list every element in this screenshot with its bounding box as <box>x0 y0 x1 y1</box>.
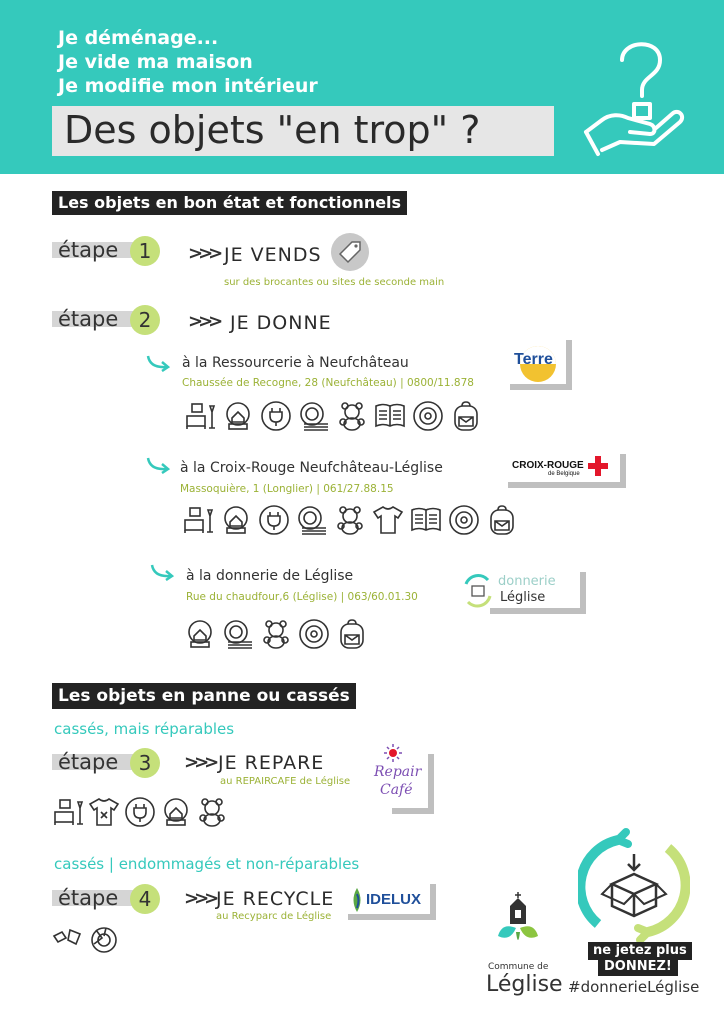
badge-line-1: ne jetez plus <box>588 942 692 960</box>
repairable-items <box>52 796 228 828</box>
idelux-leaf-icon <box>350 888 364 912</box>
etape-number: 3 <box>130 748 160 778</box>
etape-4-badge <box>52 884 164 912</box>
step4-subtitle: au Recyparc de Léglise <box>216 911 332 922</box>
broken-pieces-icon <box>52 922 84 954</box>
place-address-ressourcerie: Chaussée de Recogne, 28 (Neufchâteau) | 0800/11.878 <box>182 377 474 389</box>
etape-number: 2 <box>130 305 160 335</box>
furniture-icon <box>184 400 216 432</box>
accepted-items-ressourcerie <box>184 400 482 432</box>
croix-rouge-logo-text: CROIX-ROUGE <box>512 460 584 471</box>
etape-label: étape <box>58 307 119 331</box>
place-name-croix-rouge: à la Croix-Rouge Neufchâteau-Léglise <box>180 460 443 476</box>
step1-subtitle: sur des brocantes ou sites de seconde main <box>224 277 445 288</box>
book-icon <box>374 400 406 432</box>
donnerie-box-icon <box>462 574 494 608</box>
place-address-donnerie: Rue du chaudfour,6 (Léglise) | 063/60.01.30 <box>186 591 418 603</box>
step3-subtitle: au REPAIRCAFE de Léglise <box>220 776 351 787</box>
accepted-items-croix-rouge <box>182 504 518 536</box>
non-repairable-label: cassés | endommagés et non-réparables <box>54 855 360 873</box>
page-title: Des objets "en trop" ? <box>64 108 481 152</box>
idelux-logo <box>348 884 434 918</box>
section-title-good-condition: Les objets en bon état et fonctionnels <box>52 191 407 215</box>
curved-arrow-icon <box>146 456 172 474</box>
backpack-icon <box>486 504 518 536</box>
furniture-icon <box>182 504 214 536</box>
recyclable-items <box>52 922 118 954</box>
etape-label: étape <box>58 750 119 774</box>
backpack-icon <box>336 618 368 650</box>
teddy-bear-icon <box>334 504 366 536</box>
broken-plate-icon <box>86 922 118 954</box>
church-icon <box>482 892 554 962</box>
t-shirt-icon <box>88 796 120 828</box>
double-chevron-icon: >>> <box>188 243 219 264</box>
snow-globe-icon <box>160 796 192 828</box>
double-chevron-icon: >>> <box>188 311 219 332</box>
double-chevron-icon: >>> <box>184 888 215 909</box>
electric-plug-icon <box>258 504 290 536</box>
t-shirt-icon <box>372 504 404 536</box>
teddy-bear-icon <box>260 618 292 650</box>
place-address-croix-rouge: Massoquière, 1 (Longlier) | 061/27.88.15 <box>180 483 394 495</box>
sun-icon <box>384 744 402 762</box>
badge-hashtag: #donnerieLéglise <box>568 978 700 996</box>
etape-number: 1 <box>130 236 160 266</box>
commune-logo-line2: Léglise <box>486 972 563 997</box>
curved-arrow-icon <box>150 563 176 581</box>
commune-logo <box>482 892 563 1002</box>
repair-cafe-logo-text-2: Café <box>380 782 413 798</box>
croix-rouge-logo-subtext: de Belgique <box>548 471 580 477</box>
etape-label: étape <box>58 238 119 262</box>
snow-globe-icon <box>184 618 216 650</box>
step2-title: JE DONNE <box>230 312 332 334</box>
disc-icon <box>298 618 330 650</box>
electric-plug-icon <box>260 400 292 432</box>
etape-1-badge <box>52 236 164 264</box>
place-name-donnerie: à la donnerie de Léglise <box>186 568 354 584</box>
snow-globe-icon <box>220 504 252 536</box>
place-name-ressourcerie: à la Ressourcerie à Neufchâteau <box>182 355 409 371</box>
step3-title: JE REPARE <box>218 752 325 774</box>
dishes-icon <box>298 400 330 432</box>
croix-rouge-logo <box>508 454 624 486</box>
electric-plug-icon <box>124 796 156 828</box>
dishes-icon <box>296 504 328 536</box>
etape-label: étape <box>58 886 119 910</box>
teddy-bear-icon <box>336 400 368 432</box>
backpack-icon <box>450 400 482 432</box>
donnerie-badge-icon <box>578 828 690 944</box>
hand-question-icon <box>580 24 692 164</box>
etape-3-badge <box>52 748 164 776</box>
repairable-label: cassés, mais réparables <box>54 720 235 738</box>
intro-line-1: Je déménage... <box>58 27 219 49</box>
intro-line-3: Je modifie mon intérieur <box>58 75 318 97</box>
price-tag-icon <box>330 232 370 272</box>
step1-title: JE VENDS <box>224 244 322 266</box>
terre-logo-text: Terre <box>514 351 553 368</box>
commune-logo-line1: Commune de <box>488 962 549 972</box>
terre-logo <box>510 340 570 388</box>
red-cross-icon <box>588 456 608 476</box>
curved-arrow-icon <box>146 354 172 372</box>
idelux-logo-text: IDELUX <box>366 891 422 908</box>
donnerie-logo-text: donnerie <box>498 574 556 589</box>
repair-cafe-logo <box>370 744 434 814</box>
etape-number: 4 <box>130 884 160 914</box>
furniture-icon <box>52 796 84 828</box>
intro-line-2: Je vide ma maison <box>58 51 253 73</box>
dishes-icon <box>222 618 254 650</box>
snow-globe-icon <box>222 400 254 432</box>
double-chevron-icon: >>> <box>184 752 215 773</box>
disc-icon <box>448 504 480 536</box>
etape-2-badge <box>52 305 164 333</box>
donnerie-logo-town: Léglise <box>500 590 546 605</box>
step4-title: JE RECYCLE <box>216 888 335 910</box>
repair-cafe-logo-text: Repair <box>374 764 422 780</box>
section-title-broken: Les objets en panne ou cassés <box>52 683 356 709</box>
disc-icon <box>412 400 444 432</box>
teddy-bear-icon <box>196 796 228 828</box>
accepted-items-donnerie <box>184 618 368 650</box>
donnerie-logo <box>462 572 582 612</box>
book-icon <box>410 504 442 536</box>
badge-line-2: DONNEZ! <box>598 958 678 976</box>
